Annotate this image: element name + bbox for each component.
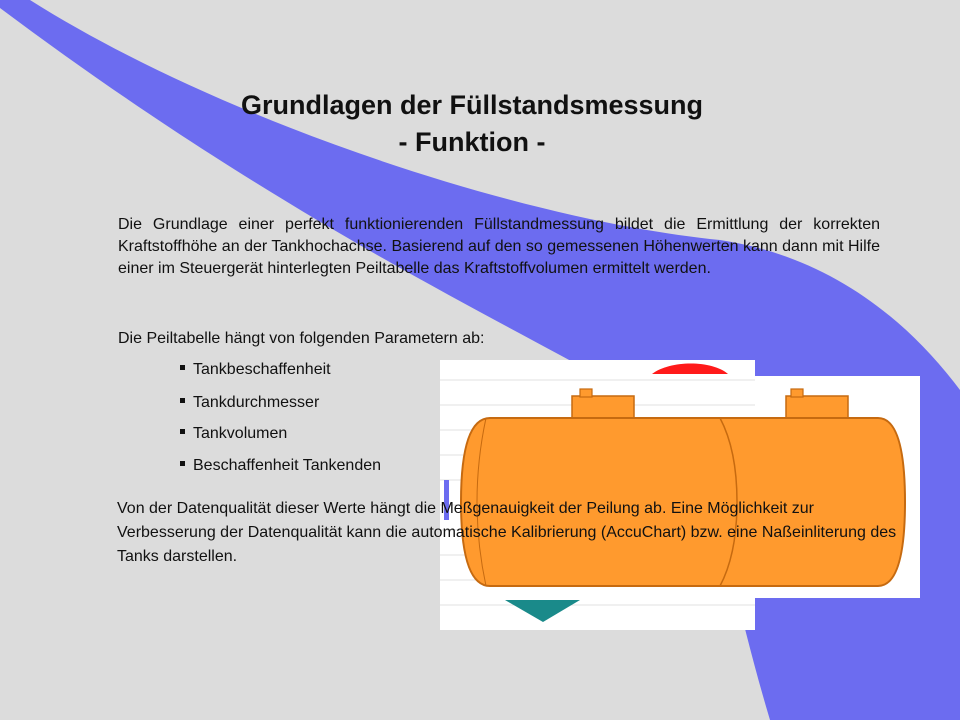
slide-title: Grundlagen der Füllstandsmessung	[240, 90, 704, 120]
params-intro: Die Peiltabelle hängt von folgenden Parametern ab:	[118, 330, 485, 347]
outro-paragraph: Von der Datenqualität dieser Werte hängt die Meßgenauigkeit der Peilung ab. Eine Möglichkeit zur Verbesserung der Datenqualität kann die automatische Kalibrierung (AccuChart) bzw. eine Naßeinliterung des Tanks darstellen.	[117, 500, 897, 565]
bullet-text: Tankvolumen	[193, 425, 288, 442]
slide-subtitle: - Funktion -	[398, 127, 546, 157]
bullet-square-icon	[180, 398, 185, 403]
bullet-square-icon	[180, 365, 185, 370]
bullet-square-icon	[180, 429, 185, 434]
bullet-item	[180, 457, 381, 475]
bullet-square-icon	[180, 461, 185, 466]
bullet-item	[180, 425, 287, 443]
bullet-text: Tankbeschaffenheit	[193, 361, 331, 378]
intro-paragraph: Die Grundlage einer perfekt funktionierenden Füllstandmessung bildet die Ermittlung der korrekten Kraftstoffhöhe an der Tankhochachse. Basierend auf den so gemessenen Höhenwerten kann dann mit Hilfe einer im Steuergerät hinterlegten Peiltabelle das Kraftstoffvolumen ermittelt werden.	[118, 216, 880, 277]
bullet-item	[180, 394, 319, 412]
bullet-item	[180, 361, 331, 379]
bullet-text: Beschaffenheit Tankenden	[193, 457, 382, 474]
bullet-text: Tankdurchmesser	[193, 394, 320, 411]
